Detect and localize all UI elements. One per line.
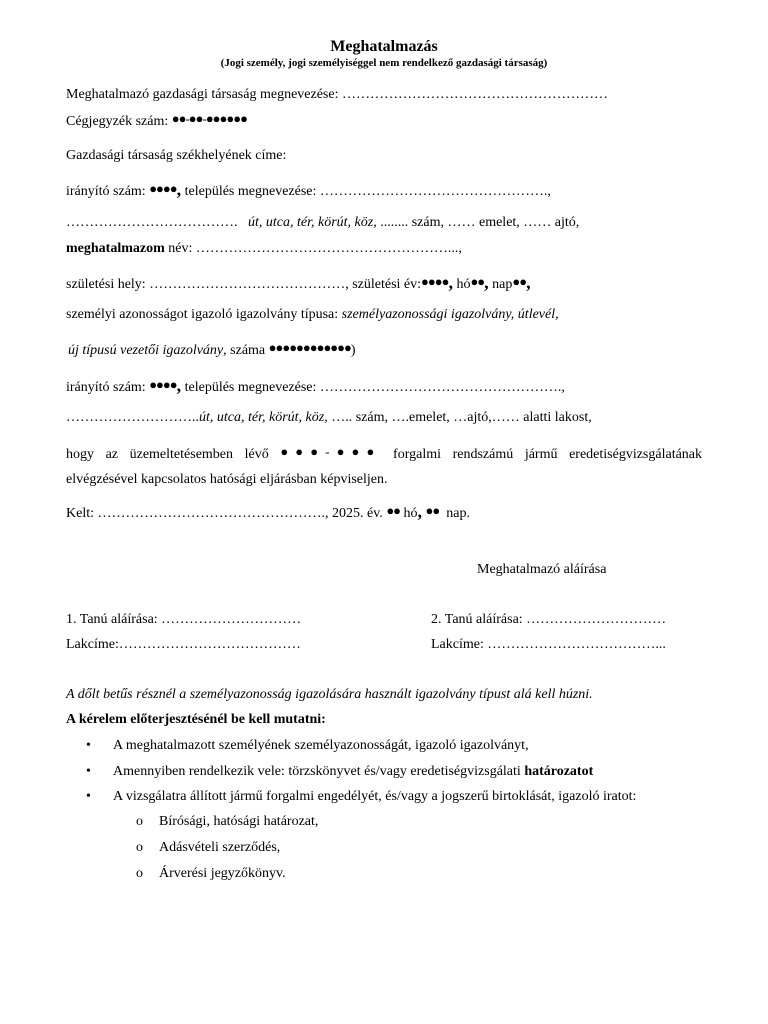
zip-value: ●●●● (149, 181, 177, 196)
witness1-signature: 1. Tanú aláírása: ………………………… (66, 612, 302, 627)
signature-label: Meghatalmazó aláírása (477, 562, 607, 577)
zip-line (66, 180, 551, 201)
birth-line (66, 273, 531, 294)
registry-label: Cégjegyzék szám: (66, 114, 169, 129)
id-type-options-2: új típusú vezetői igazolvány (68, 343, 224, 358)
kelt-day-label: nap. (446, 506, 470, 521)
comma: , (176, 375, 182, 395)
plate-value: ●●●-●●● (280, 444, 382, 459)
zip2-line (66, 376, 565, 397)
birth-day-value: ●● (512, 274, 527, 289)
sub-item-1: Bírósági, hatósági határozat, (159, 814, 319, 829)
bullet-marker: • (86, 738, 91, 753)
registry-value: ●●-●●-●●●●●● (171, 111, 247, 126)
id-type-options-1: személyazonossági igazolvány, útlevél, (341, 307, 559, 322)
sub-item-2: Adásvételi szerződés, (159, 840, 281, 855)
agent-line (66, 240, 462, 258)
comma: , (448, 272, 453, 292)
zip2-value: ●●●● (149, 377, 177, 392)
street2-line (66, 409, 592, 427)
birth-place-label: születési hely: ……………………………………, születési év: (66, 277, 422, 292)
bullet-item-1: A meghatalmazott személyének személyazonosságát, igazoló igazolványt, (113, 738, 529, 753)
month-label: hó (456, 277, 471, 292)
street-types: út, utca, tér, körút, köz, (248, 215, 377, 230)
id-type-line (66, 306, 559, 324)
day-label: nap (492, 277, 513, 292)
id-number-label: , száma (223, 343, 266, 358)
sub-bullet-marker: o (136, 814, 143, 829)
seat-label: Gazdasági társaság székhelyének címe: (66, 148, 287, 163)
street2-rest: ….. szám, ….emelet, …ajtó,…… alatti lakost, (331, 410, 592, 425)
note-bold-text: A kérelem előterjesztésénél be kell mutatni: (66, 712, 326, 727)
registry-line (66, 110, 247, 131)
note-italic (66, 686, 593, 704)
id-type-label: személyi azonosságot igazoló igazolvány típusa: (66, 307, 339, 322)
sub-bullet-marker: o (136, 866, 143, 881)
comma: , (484, 272, 489, 292)
witness1-address: Lakcíme:………………………………… (66, 637, 301, 652)
vehicle-line-1 (66, 443, 702, 464)
vehicle-line-2: elvégzésével kapcsolatos hatósági eljárásban képviseljen. (66, 472, 388, 487)
birth-month-value: ●● (470, 274, 485, 289)
street-rest: ........ szám, …… emelet, …… ajtó, (380, 215, 580, 230)
company-name-line: Meghatalmazó gazdasági társaság megnevezése: ………………………………………………… (66, 87, 608, 102)
zip-label: irányító szám: (66, 184, 146, 199)
agent-bold: meghatalmazom (66, 241, 165, 256)
comma: , (526, 272, 531, 292)
witness2-signature: 2. Tanú aláírása: ………………………… (431, 612, 667, 627)
witness2-address: Lakcíme: ………………………………... (431, 637, 666, 652)
vehicle-line-1a: hogy az üzemeltetésemben lévő (66, 447, 269, 462)
street2-types: út, utca, tér, körút, köz, (199, 410, 328, 425)
vehicle-line-1b: forgalmi rendszámú jármű eredetiségvizsgálatának (393, 447, 703, 462)
sub-bullet-marker: o (136, 840, 143, 855)
kelt-month-label: hó (403, 506, 418, 521)
settlement2-label: település megnevezése: ……………………………………………., (184, 380, 565, 395)
agent-name-label: név: ………………………………………………..., (168, 241, 462, 256)
zip2-label: irányító szám: (66, 380, 146, 395)
bullet-marker: • (86, 764, 91, 779)
comma: , (417, 501, 423, 521)
sub-item-3: Árverési jegyzőkönyv. (159, 866, 286, 881)
street-line (66, 214, 579, 232)
street2-dots: ……………………….. (66, 410, 199, 425)
document-subtitle: (Jogi személy, jogi személyiséggel nem rendelkező gazdasági társaság) (220, 57, 548, 69)
zip-comma: , (176, 179, 182, 199)
kelt-day-value: ●● (425, 503, 440, 518)
settlement-label: település megnevezése: …………………………………………., (184, 184, 551, 199)
kelt-label: Kelt: …………………………………………., 2025. év. (66, 506, 383, 521)
kelt-line (66, 502, 470, 523)
bullet-item-2-bold: határozatot (524, 764, 594, 779)
id-number-value: ●●●●●●●●●●●● (268, 340, 351, 355)
bullet-item-3: A vizsgálatra állított jármű forgalmi engedélyét, és/vagy a jogszerű birtoklását, igazoló iratot: (113, 789, 637, 804)
note-bold (66, 711, 326, 729)
bullet-item-2 (113, 763, 593, 781)
document-title: Meghatalmazás (330, 38, 438, 55)
kelt-month-value: ●● (386, 503, 401, 518)
bullet-marker: • (86, 789, 91, 804)
note-italic-text: A dőlt betűs résznél a személyazonosság igazolására használt igazolvány típust alá kell húzni. (66, 687, 593, 702)
id-close: ) (350, 343, 356, 358)
birth-year-value: ●●●● (421, 274, 449, 289)
bullet-item-2-text: Amennyiben rendelkezik vele: törzskönyvet és/vagy eredetiségvizsgálati (113, 764, 521, 779)
id-number-line (68, 339, 356, 360)
street-dots: ………………………………. (66, 215, 238, 230)
